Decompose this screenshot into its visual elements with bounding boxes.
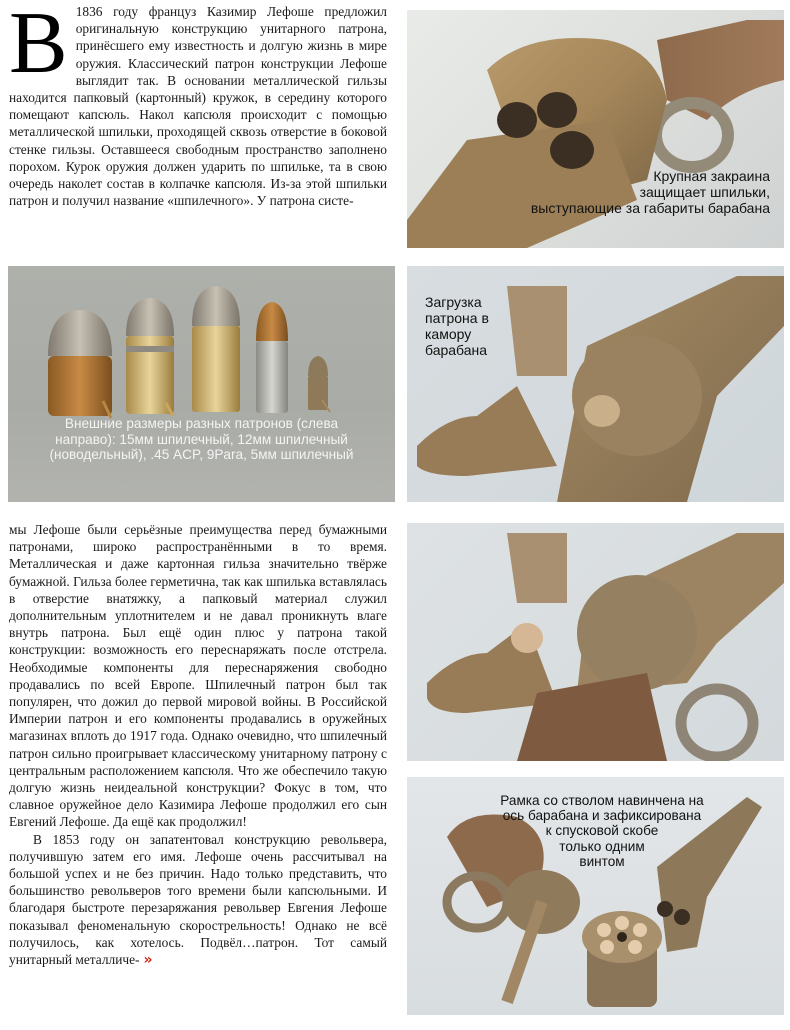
photo-revolver-cylinder bbox=[407, 10, 784, 248]
photo-cartridge-in-chamber bbox=[407, 523, 784, 761]
photo-caption-cartridges: Внешние размеры разных патронов (слева направо): 15мм шпилечный, 12мм шпилечный (новодельный), .45 ACP, 9Para, 5мм шпилечный bbox=[49, 416, 354, 462]
article-intro bbox=[9, 0, 387, 209]
caption-line: к спусковой скобе bbox=[545, 823, 659, 839]
photo-cartridges bbox=[8, 266, 395, 502]
caption-line: Крупная закраина bbox=[653, 168, 770, 184]
cartridges-illustration bbox=[8, 266, 395, 502]
caption-line: ось барабана и зафиксирована bbox=[502, 808, 702, 824]
article-body bbox=[9, 521, 387, 969]
caption-line: Рамка со стволом навинчена на bbox=[500, 793, 704, 808]
photo-disassembled-revolver bbox=[407, 777, 784, 1015]
continue-arrow-icon[interactable]: » bbox=[143, 952, 153, 969]
photo-caption-loading bbox=[425, 294, 489, 358]
photo-loading-gate bbox=[407, 266, 784, 502]
paragraph-3 bbox=[9, 831, 387, 970]
chamber-illustration bbox=[407, 523, 784, 761]
drop-cap: В bbox=[9, 0, 68, 92]
caption-line: Загрузка bbox=[425, 294, 482, 310]
photo-caption-frame bbox=[487, 793, 717, 869]
caption-line: барабана bbox=[425, 342, 488, 358]
caption-line: камору bbox=[425, 326, 472, 342]
paragraph-3-text: В 1853 году он запатентовал конструкцию револьвера, получившую затем его имя. Лефоше очень рассчитывал на большой успех и не без причин. Надо только представить, что большинство револьверов того времени были капсюльными. И благодаря быстроте перезаряжания револьвер Евгения Лефоше показывал феноменальную скорострельность! Однако не всё получилось, как хотелось. Подвёл…патрон. Тот самый унитарный металличе- bbox=[9, 831, 387, 968]
caption-line: винтом bbox=[579, 853, 625, 869]
caption-line: выступающие за габариты барабана bbox=[530, 200, 770, 216]
photo-caption-rim bbox=[531, 168, 770, 216]
caption-line: патрона в bbox=[425, 310, 489, 326]
paragraph-1: 1836 году француз Казимир Лефоше предложил оригинальную конструкцию унитарного патрона, принёсшего ему известность и долгую жизнь в мире оружия. Классический патрон конструкции Лефоше выглядит так. В основании металлической гильзы находится папковый (картонный) кружок, в середину которого помещают капсюль. Накол капсюля происходит с помощью металлической шпильки, проходящей сквозь отверстие в боковой стенке гильзы. Оставшееся свободным пространство заполнено порохом. Курок оружия должен ударить по шпильке, та в свою очередь наколет состав в колпачке капсюля. Из-за этой шпильки патрон и получил название «шпилечного». У патрона систе- bbox=[9, 4, 387, 209]
caption-line: защищает шпильки, bbox=[639, 184, 770, 200]
paragraph-2: мы Лефоше были серьёзные преимущества перед бумажными патронами, широко распространёнными в то время. Металлическая и даже картонная гильза значительно твёрже бумажной. Гильза более герметична, так как шпилька вставлялась в отверстие внатяжку, а папковый материал служил дополнительным уплотнителем и не давал проникнуть влаге внутрь патрона. Был ещё один плюс у патрона такой конструкции: возможность его переснаряжать после отстрела. Необходимые компоненты для переснаряжения свободно продавались по всей Европе. Шпилечный патрон был так популярен, что дожил до первой мировой войны. В Российской Империи патрон и его компоненты продавались в оружейных магазинах вплоть до 1917 года. Однако очевидно, что шпилечный патрон сильно проигрывает классическому унитарному патрону с центральным расположением капсюля. Что же обеспечило такую долгую жизнь неидеальной конструкции? Фокус в том, что славное оружейное дело Казимира Лефоше продолжил его сын Евгений Лефоше. Да ещё как продолжил! bbox=[9, 522, 387, 830]
caption-line: только одним bbox=[559, 838, 645, 854]
